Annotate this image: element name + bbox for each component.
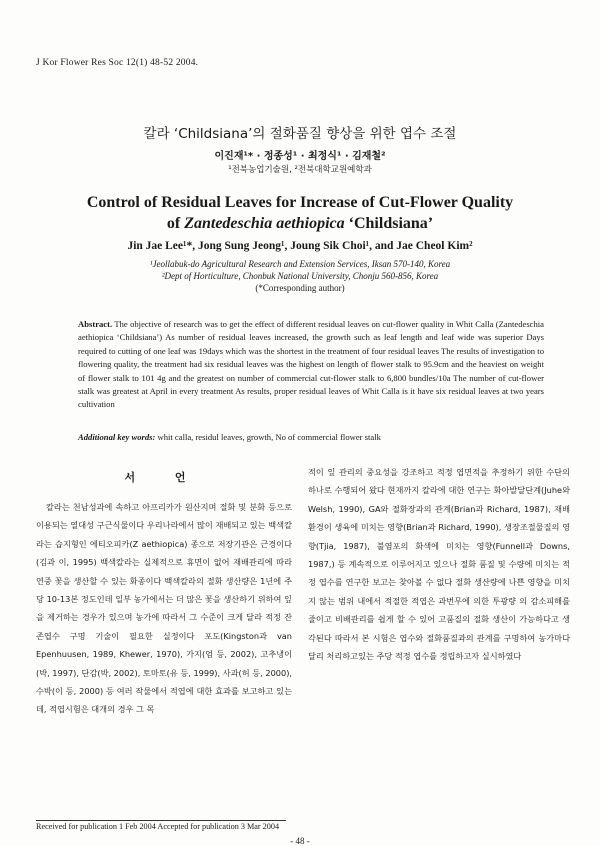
keywords <box>78 432 544 442</box>
abstract <box>78 318 544 412</box>
english-title <box>0 192 600 234</box>
affiliation-2: ²Dept of Horticulture, Chonbuk National University, Chonju 560-856, Korea <box>161 271 439 281</box>
corresponding-note: (*Corresponding author) <box>255 283 345 293</box>
english-title-line-1: Control of Residual Leaves for Increase of Cut-Flower Quality <box>86 194 514 211</box>
body-column-left <box>36 470 292 719</box>
body-paragraph-right: 적이 잎 관리의 중요성을 강조하고 적정 엽면적을 추정하기 위한 수단의 하나로 수행되어 왔다 현재까지 칼라에 대한 연구는 화아발달단계(Juhe와 Welsh, 1990), GA와 절화장과의 관계(Brian과 Richard, 1987), 재배환경이 생육에 미치는 영향(Brian과 Richard, 1990), 생장조절물질의 영향(Tjia, 1987), 불염포의 화색에 미치는 영향(Funnell과 Downs, 1987,) 등 계속적으로 이루어지고 있으나 절화 품질 및 수량에 미치는 적정 엽수를 연구한 보고는 찾아볼 수 없다 절화 생산량에 나쁜 영향을 미치지 않는 범위 내에서 적절한 적엽은 과번무에 의한 투광량 의 감소피해를 줄이고 비배관리를 쉽게 할 수 있어 고품질의 절화 생산이 가능하다고 생각된다 따라서 본 시험은 엽수와 절화품질과의 관계를 구명하여 농가마다 달리 처리하고있는 주당 적정 엽수를 정립하고자 실시하였다 <box>308 467 570 662</box>
korean-affiliation: ¹전북농업기술원, ²전북대학교원예학과 <box>228 165 372 175</box>
body-column-right <box>308 463 570 665</box>
english-title-line-2 <box>0 213 600 234</box>
english-authors: Jin Jae Lee¹*, Jong Sung Jeong¹, Joung Sik Choi¹, and Jae Cheol Kim² <box>127 240 473 252</box>
abstract-label: Abstract. <box>78 319 113 329</box>
affiliation-1: ¹Jeollabuk-do Agricultural Research and Extension Services, Iksan 570-140, Korea <box>149 259 451 269</box>
footnote-divider <box>36 820 286 821</box>
keywords-text: whit calla, residul leaves, growth, No of commercial flower stalk <box>155 432 381 442</box>
keywords-label: Additional key words: <box>78 432 156 442</box>
journal-citation: J Kor Flower Res Soc 12(1) 48-52 2004. <box>36 58 199 68</box>
korean-title: 칼라 ‘Childsiana’의 절화품질 향상을 위한 엽수 조절 <box>143 126 457 142</box>
abstract-text: The objective of research was to get the effect of different residual leaves on cut-flower quality in Whit Calla (Zantedeschia aethiopica ‘Childsiana’) As number of residual leaves increased, the growth such as leaf length and leaf wide was superior Days required to cutting of one leaf was 19days which was the shortest in the treatment of four residual leaves The results of investigation to flowering quality, the treatment had six residual leaves was the highest on length of flower stalk to 95.9cm and the heaviest on weight of flower stalk to 101 4g and the greatest on number of commercial cut-flower stalk to 6,800 bundles/10a The number of cut-flower stalk was greatest at April in every treatment As results, proper residual leaves of Whit Calla is it have six residual leaves at two years cultivation <box>78 319 544 410</box>
body-paragraph-left: 칼라는 천남성과에 속하고 아프리카가 원산지며 절화 및 분화 등으로 이용되는 열대성 구근식물이다 우리나라에서 많이 재배되고 있는 백색칼라는 습지형인 에티오피카(Z aethiopica) 종으로 저장기관은 근경이다 (김과 이, 1995) 백색칼라는 실제적으로 휴면이 없어 재배관리에 따라 연중 꽃을 생산할 수 있는 화종이다 백색칼라의 절화 생산량은 1년에 주당 10-13본 정도인데 일부 농가에서는 더 많은 꽃을 생산하기 위하여 잎을 제거하는 경우가 있으며 농가에 따라서 그 수준이 크게 달라 적정 잔존엽수 구명 기술이 필요한 실정이다 포도(Kingston과 van Epenhuusen, 1989, Khewer, 1970), 가지(엄 등, 2002), 고추냉이(박, 1997), 단감(박, 2002), 토마토(유 등, 1999), 사과(허 등, 2000), 수박(이 등, 2000) 등 여러 작물에서 적엽에 대한 효과를 보고하고 있는데, 적엽시험은 대개의 경우 그 목 <box>36 502 292 715</box>
received-note: Received for publication 1 Feb 2004 Accepted for publication 3 Mar 2004 <box>36 822 280 831</box>
english-affiliations <box>0 258 600 294</box>
title-cultivar: ‘Childsiana’ <box>344 215 434 232</box>
title-prefix: of <box>166 215 185 232</box>
page-number: - 48 - <box>290 836 310 846</box>
section-heading-introduction: 서 언 <box>124 471 204 484</box>
korean-authors: 이진재¹* · 정종성¹ · 최정식¹ · 김재철² <box>214 151 386 162</box>
title-species: Zantedeschia aethiopica <box>184 215 345 232</box>
